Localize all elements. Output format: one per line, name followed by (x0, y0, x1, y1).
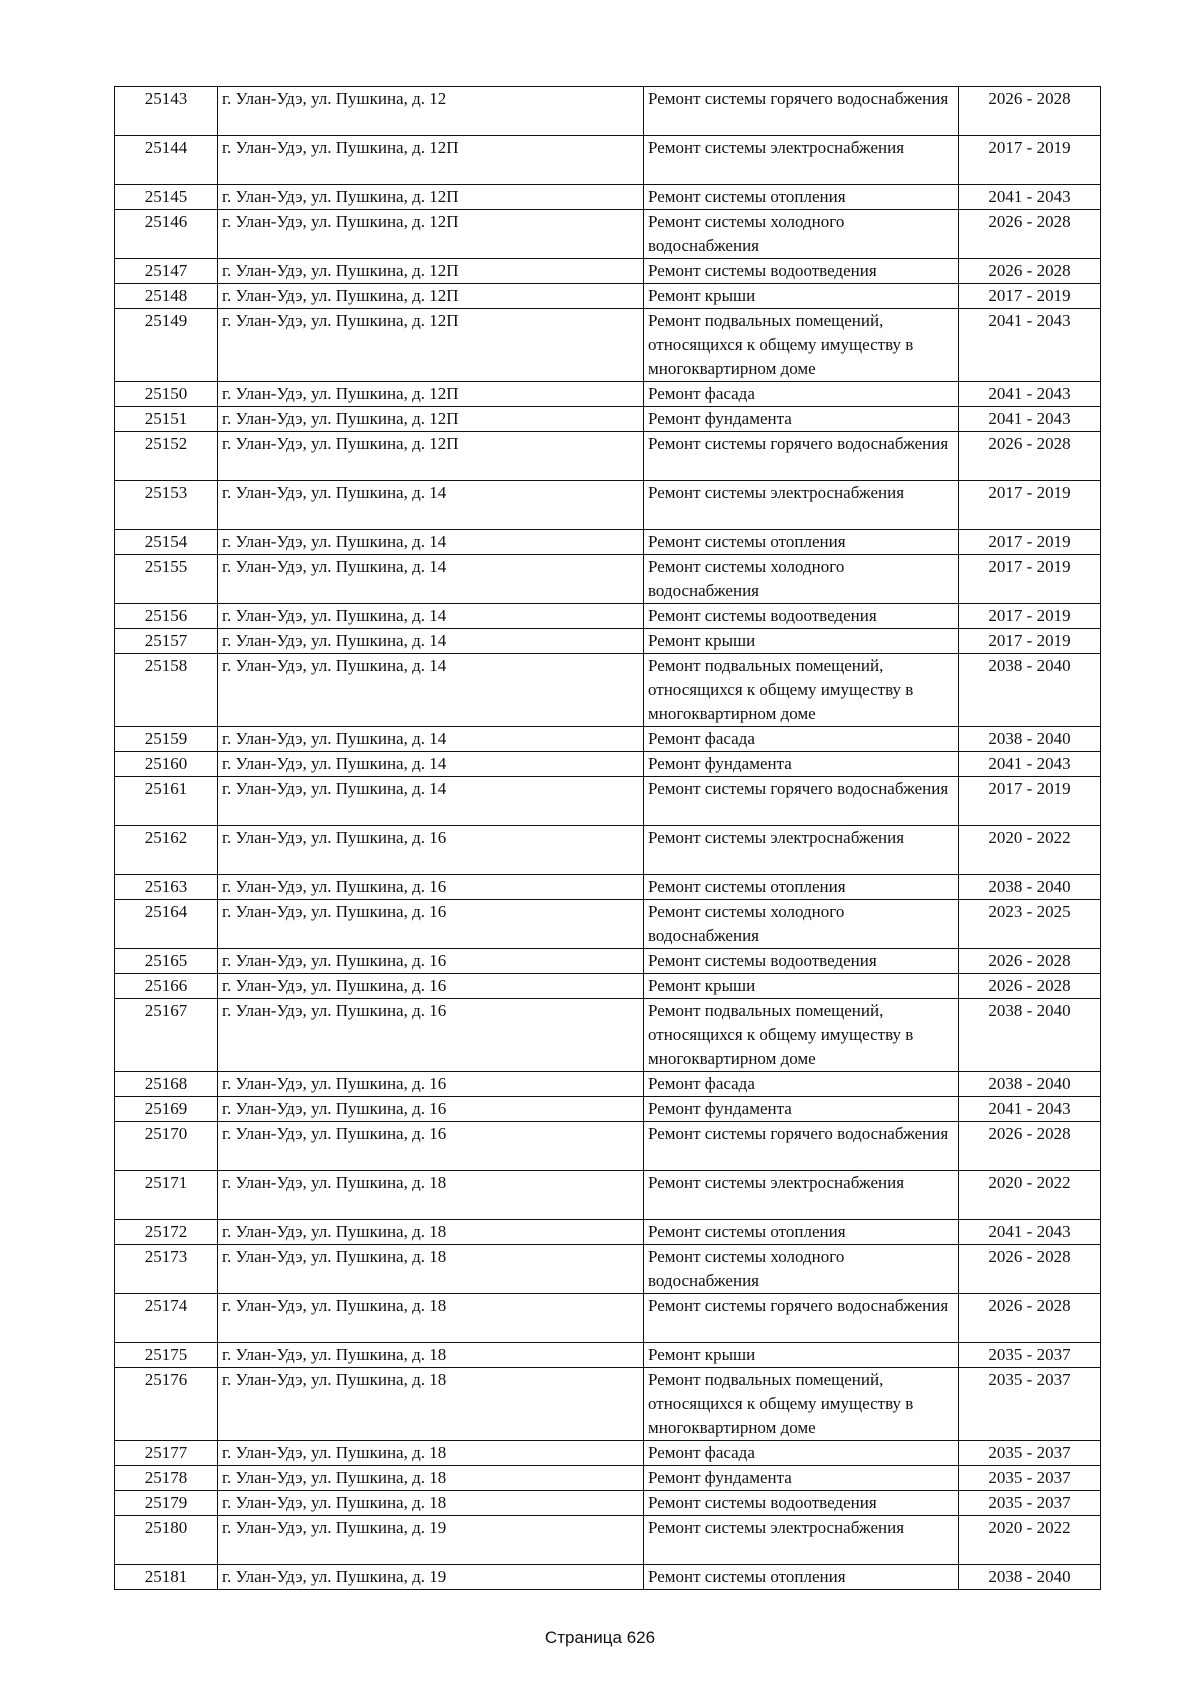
address-cell: г. Улан-Удэ, ул. Пушкина, д. 16 (218, 900, 644, 949)
period-cell: 2041 - 2043 (959, 1220, 1101, 1245)
work-type-cell: Ремонт системы отопления (644, 185, 959, 210)
table-row (115, 382, 1101, 407)
address-cell: г. Улан-Удэ, ул. Пушкина, д. 16 (218, 949, 644, 974)
address-cell: г. Улан-Удэ, ул. Пушкина, д. 14 (218, 752, 644, 777)
row-number-cell: 25145 (115, 185, 218, 210)
address-cell: г. Улан-Удэ, ул. Пушкина, д. 16 (218, 999, 644, 1072)
address-cell: г. Улан-Удэ, ул. Пушкина, д. 12П (218, 259, 644, 284)
period-cell: 2026 - 2028 (959, 87, 1101, 136)
address-cell: г. Улан-Удэ, ул. Пушкина, д. 12П (218, 136, 644, 185)
address-cell: г. Улан-Удэ, ул. Пушкина, д. 18 (218, 1466, 644, 1491)
row-number-cell: 25156 (115, 604, 218, 629)
work-type-cell: Ремонт системы горячего водоснабжения (644, 87, 959, 136)
address-cell: г. Улан-Удэ, ул. Пушкина, д. 12П (218, 284, 644, 309)
address-cell: г. Улан-Удэ, ул. Пушкина, д. 14 (218, 654, 644, 727)
period-cell: 2023 - 2025 (959, 900, 1101, 949)
work-type-cell: Ремонт системы электроснабжения (644, 136, 959, 185)
address-cell: г. Улан-Удэ, ул. Пушкина, д. 19 (218, 1516, 644, 1565)
table-row (115, 309, 1101, 382)
period-cell: 2017 - 2019 (959, 136, 1101, 185)
address-cell: г. Улан-Удэ, ул. Пушкина, д. 12 (218, 87, 644, 136)
row-number-cell: 25163 (115, 875, 218, 900)
table-row (115, 284, 1101, 309)
row-number-cell: 25169 (115, 1097, 218, 1122)
row-number-cell: 25152 (115, 432, 218, 481)
row-number-cell: 25181 (115, 1565, 218, 1590)
row-number-cell: 25165 (115, 949, 218, 974)
period-cell: 2026 - 2028 (959, 210, 1101, 259)
table-row (115, 1294, 1101, 1343)
work-type-cell: Ремонт системы электроснабжения (644, 1171, 959, 1220)
table-row (115, 1491, 1101, 1516)
period-cell: 2038 - 2040 (959, 727, 1101, 752)
address-cell: г. Улан-Удэ, ул. Пушкина, д. 16 (218, 1122, 644, 1171)
table-row (115, 1220, 1101, 1245)
row-number-cell: 25153 (115, 481, 218, 530)
address-cell: г. Улан-Удэ, ул. Пушкина, д. 16 (218, 875, 644, 900)
work-type-cell: Ремонт подвальных помещений, относящихся к общему имуществу в многоквартирном доме (644, 999, 959, 1072)
row-number-cell: 25162 (115, 826, 218, 875)
table-row (115, 259, 1101, 284)
row-number-cell: 25144 (115, 136, 218, 185)
address-cell: г. Улан-Удэ, ул. Пушкина, д. 16 (218, 826, 644, 875)
period-cell: 2041 - 2043 (959, 1097, 1101, 1122)
work-type-cell: Ремонт системы водоотведения (644, 1491, 959, 1516)
address-cell: г. Улан-Удэ, ул. Пушкина, д. 12П (218, 432, 644, 481)
address-cell: г. Улан-Удэ, ул. Пушкина, д. 16 (218, 1072, 644, 1097)
address-cell: г. Улан-Удэ, ул. Пушкина, д. 12П (218, 407, 644, 432)
work-type-cell: Ремонт фасада (644, 1441, 959, 1466)
row-number-cell: 25164 (115, 900, 218, 949)
table-row (115, 1368, 1101, 1441)
table-row (115, 875, 1101, 900)
work-type-cell: Ремонт системы отопления (644, 530, 959, 555)
table-row (115, 136, 1101, 185)
address-cell: г. Улан-Удэ, ул. Пушкина, д. 14 (218, 555, 644, 604)
table-row (115, 1516, 1101, 1565)
period-cell: 2017 - 2019 (959, 629, 1101, 654)
address-cell: г. Улан-Удэ, ул. Пушкина, д. 16 (218, 1097, 644, 1122)
work-type-cell: Ремонт фундамента (644, 407, 959, 432)
row-number-cell: 25171 (115, 1171, 218, 1220)
address-cell: г. Улан-Удэ, ул. Пушкина, д. 14 (218, 777, 644, 826)
table-row (115, 1072, 1101, 1097)
period-cell: 2041 - 2043 (959, 752, 1101, 777)
row-number-cell: 25166 (115, 974, 218, 999)
table-row (115, 432, 1101, 481)
row-number-cell: 25178 (115, 1466, 218, 1491)
row-number-cell: 25170 (115, 1122, 218, 1171)
row-number-cell: 25146 (115, 210, 218, 259)
work-type-cell: Ремонт фасада (644, 727, 959, 752)
row-number-cell: 25159 (115, 727, 218, 752)
work-type-cell: Ремонт фундамента (644, 1466, 959, 1491)
row-number-cell: 25168 (115, 1072, 218, 1097)
period-cell: 2017 - 2019 (959, 530, 1101, 555)
row-number-cell: 25157 (115, 629, 218, 654)
period-cell: 2026 - 2028 (959, 949, 1101, 974)
period-cell: 2035 - 2037 (959, 1368, 1101, 1441)
address-cell: г. Улан-Удэ, ул. Пушкина, д. 12П (218, 185, 644, 210)
row-number-cell: 25143 (115, 87, 218, 136)
row-number-cell: 25154 (115, 530, 218, 555)
table-row (115, 900, 1101, 949)
work-type-cell: Ремонт системы водоотведения (644, 259, 959, 284)
row-number-cell: 25151 (115, 407, 218, 432)
work-type-cell: Ремонт крыши (644, 974, 959, 999)
address-cell: г. Улан-Удэ, ул. Пушкина, д. 18 (218, 1171, 644, 1220)
period-cell: 2026 - 2028 (959, 1122, 1101, 1171)
address-cell: г. Улан-Удэ, ул. Пушкина, д. 12П (218, 210, 644, 259)
work-type-cell: Ремонт системы горячего водоснабжения (644, 777, 959, 826)
period-cell: 2026 - 2028 (959, 259, 1101, 284)
row-number-cell: 25150 (115, 382, 218, 407)
table-row (115, 1171, 1101, 1220)
address-cell: г. Улан-Удэ, ул. Пушкина, д. 18 (218, 1343, 644, 1368)
period-cell: 2020 - 2022 (959, 1171, 1101, 1220)
row-number-cell: 25155 (115, 555, 218, 604)
work-type-cell: Ремонт системы отопления (644, 1565, 959, 1590)
table-row (115, 1097, 1101, 1122)
table-row (115, 629, 1101, 654)
row-number-cell: 25180 (115, 1516, 218, 1565)
table-row (115, 604, 1101, 629)
table-row (115, 530, 1101, 555)
work-type-cell: Ремонт крыши (644, 1343, 959, 1368)
address-cell: г. Улан-Удэ, ул. Пушкина, д. 18 (218, 1368, 644, 1441)
row-number-cell: 25176 (115, 1368, 218, 1441)
table-row (115, 1122, 1101, 1171)
table-row (115, 210, 1101, 259)
period-cell: 2026 - 2028 (959, 432, 1101, 481)
table-row (115, 407, 1101, 432)
work-type-cell: Ремонт системы электроснабжения (644, 481, 959, 530)
address-cell: г. Улан-Удэ, ул. Пушкина, д. 14 (218, 727, 644, 752)
work-type-cell: Ремонт системы холодного водоснабжения (644, 900, 959, 949)
page-number: Страница 626 (544, 1628, 656, 1647)
address-cell: г. Улан-Удэ, ул. Пушкина, д. 14 (218, 629, 644, 654)
work-type-cell: Ремонт фундамента (644, 1097, 959, 1122)
address-cell: г. Улан-Удэ, ул. Пушкина, д. 14 (218, 481, 644, 530)
work-type-cell: Ремонт системы горячего водоснабжения (644, 1122, 959, 1171)
period-cell: 2038 - 2040 (959, 875, 1101, 900)
work-type-cell: Ремонт системы холодного водоснабжения (644, 555, 959, 604)
period-cell: 2038 - 2040 (959, 654, 1101, 727)
address-cell: г. Улан-Удэ, ул. Пушкина, д. 16 (218, 974, 644, 999)
row-number-cell: 25149 (115, 309, 218, 382)
period-cell: 2020 - 2022 (959, 826, 1101, 875)
row-number-cell: 25173 (115, 1245, 218, 1294)
work-type-cell: Ремонт системы электроснабжения (644, 826, 959, 875)
table-body (115, 87, 1101, 1590)
work-type-cell: Ремонт системы горячего водоснабжения (644, 432, 959, 481)
table-row (115, 1441, 1101, 1466)
table-row (115, 481, 1101, 530)
period-cell: 2038 - 2040 (959, 1072, 1101, 1097)
period-cell: 2026 - 2028 (959, 974, 1101, 999)
table-row (115, 555, 1101, 604)
work-type-cell: Ремонт системы холодного водоснабжения (644, 1245, 959, 1294)
table-row (115, 826, 1101, 875)
row-number-cell: 25161 (115, 777, 218, 826)
period-cell: 2017 - 2019 (959, 777, 1101, 826)
period-cell: 2026 - 2028 (959, 1294, 1101, 1343)
row-number-cell: 25175 (115, 1343, 218, 1368)
row-number-cell: 25179 (115, 1491, 218, 1516)
work-type-cell: Ремонт системы холодного водоснабжения (644, 210, 959, 259)
address-cell: г. Улан-Удэ, ул. Пушкина, д. 12П (218, 382, 644, 407)
row-number-cell: 25158 (115, 654, 218, 727)
work-type-cell: Ремонт фасада (644, 1072, 959, 1097)
row-number-cell: 25174 (115, 1294, 218, 1343)
table-row (115, 777, 1101, 826)
work-type-cell: Ремонт системы электроснабжения (644, 1516, 959, 1565)
row-number-cell: 25177 (115, 1441, 218, 1466)
period-cell: 2017 - 2019 (959, 481, 1101, 530)
table-row (115, 727, 1101, 752)
work-type-cell: Ремонт подвальных помещений, относящихся к общему имуществу в многоквартирном доме (644, 309, 959, 382)
address-cell: г. Улан-Удэ, ул. Пушкина, д. 18 (218, 1441, 644, 1466)
address-cell: г. Улан-Удэ, ул. Пушкина, д. 14 (218, 604, 644, 629)
work-type-cell: Ремонт подвальных помещений, относящихся к общему имуществу в многоквартирном доме (644, 654, 959, 727)
period-cell: 2035 - 2037 (959, 1441, 1101, 1466)
address-cell: г. Улан-Удэ, ул. Пушкина, д. 12П (218, 309, 644, 382)
table-row (115, 1343, 1101, 1368)
repair-schedule-table (114, 86, 1101, 1590)
table-row (115, 87, 1101, 136)
work-type-cell: Ремонт системы водоотведения (644, 604, 959, 629)
work-type-cell: Ремонт крыши (644, 629, 959, 654)
address-cell: г. Улан-Удэ, ул. Пушкина, д. 19 (218, 1565, 644, 1590)
table-row (115, 974, 1101, 999)
work-type-cell: Ремонт системы отопления (644, 875, 959, 900)
table-row (115, 949, 1101, 974)
period-cell: 2020 - 2022 (959, 1516, 1101, 1565)
table-row (115, 654, 1101, 727)
address-cell: г. Улан-Удэ, ул. Пушкина, д. 18 (218, 1245, 644, 1294)
table-row (115, 999, 1101, 1072)
address-cell: г. Улан-Удэ, ул. Пушкина, д. 18 (218, 1220, 644, 1245)
period-cell: 2041 - 2043 (959, 382, 1101, 407)
period-cell: 2038 - 2040 (959, 1565, 1101, 1590)
work-type-cell: Ремонт подвальных помещений, относящихся к общему имуществу в многоквартирном доме (644, 1368, 959, 1441)
table-row (115, 1565, 1101, 1590)
table-row (115, 185, 1101, 210)
table-row (115, 752, 1101, 777)
work-type-cell: Ремонт фасада (644, 382, 959, 407)
address-cell: г. Улан-Удэ, ул. Пушкина, д. 18 (218, 1491, 644, 1516)
work-type-cell: Ремонт системы горячего водоснабжения (644, 1294, 959, 1343)
row-number-cell: 25147 (115, 259, 218, 284)
table-row (115, 1466, 1101, 1491)
period-cell: 2017 - 2019 (959, 555, 1101, 604)
period-cell: 2017 - 2019 (959, 604, 1101, 629)
period-cell: 2026 - 2028 (959, 1245, 1101, 1294)
period-cell: 2017 - 2019 (959, 284, 1101, 309)
period-cell: 2035 - 2037 (959, 1466, 1101, 1491)
row-number-cell: 25160 (115, 752, 218, 777)
table-row (115, 1245, 1101, 1294)
row-number-cell: 25148 (115, 284, 218, 309)
period-cell: 2041 - 2043 (959, 185, 1101, 210)
work-type-cell: Ремонт системы отопления (644, 1220, 959, 1245)
period-cell: 2035 - 2037 (959, 1343, 1101, 1368)
work-type-cell: Ремонт крыши (644, 284, 959, 309)
row-number-cell: 25167 (115, 999, 218, 1072)
row-number-cell: 25172 (115, 1220, 218, 1245)
address-cell: г. Улан-Удэ, ул. Пушкина, д. 14 (218, 530, 644, 555)
address-cell: г. Улан-Удэ, ул. Пушкина, д. 18 (218, 1294, 644, 1343)
period-cell: 2035 - 2037 (959, 1491, 1101, 1516)
period-cell: 2041 - 2043 (959, 309, 1101, 382)
period-cell: 2041 - 2043 (959, 407, 1101, 432)
work-type-cell: Ремонт фундамента (644, 752, 959, 777)
work-type-cell: Ремонт системы водоотведения (644, 949, 959, 974)
period-cell: 2038 - 2040 (959, 999, 1101, 1072)
